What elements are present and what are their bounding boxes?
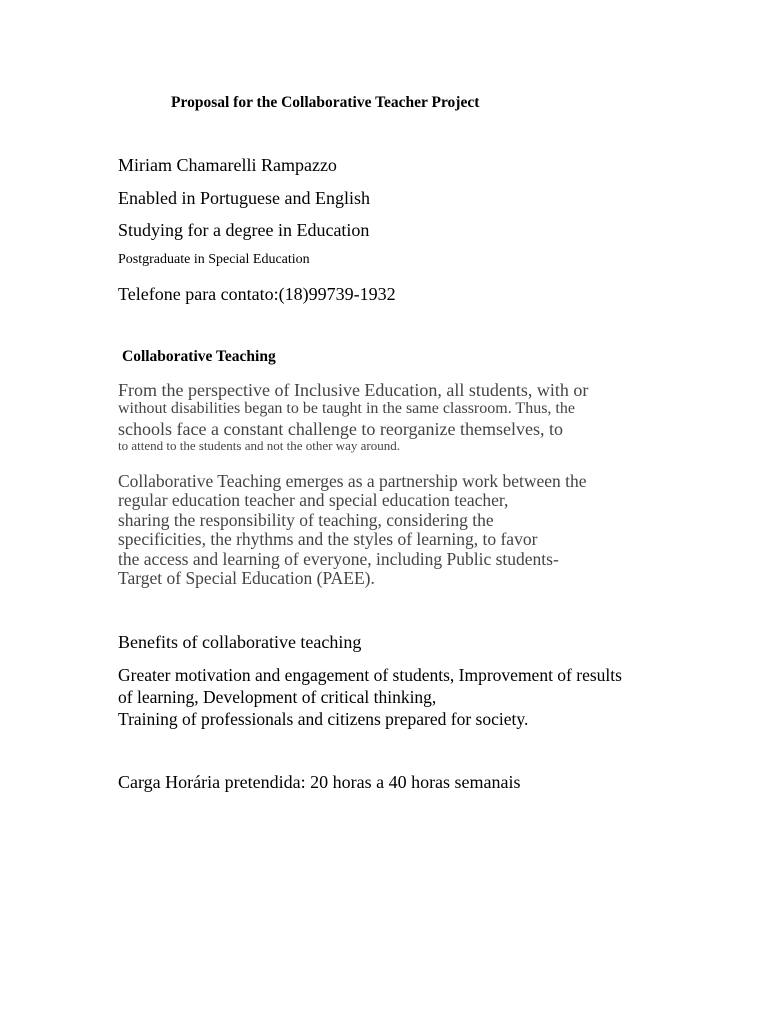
paragraph-2-line: sharing the responsibility of teaching, considering the — [118, 510, 494, 530]
paragraph-2-line: Collaborative Teaching emerges as a partnership work between the — [118, 471, 587, 491]
paragraph-1-line: From the perspective of Inclusive Education, all students, with or — [118, 380, 589, 400]
qualification-degree: Studying for a degree in Education — [118, 220, 370, 240]
workload-text: Carga Horária pretendida: 20 horas a 40 horas semanais — [118, 772, 521, 792]
paragraph-1-line: without disabilities began to be taught in the same classroom. Thus, the — [118, 400, 575, 417]
paragraph-1-line: to attend to the students and not the other way around. — [118, 438, 400, 453]
qualification-languages: Enabled in Portuguese and English — [118, 188, 370, 208]
collaborative-teaching-heading: Collaborative Teaching — [122, 348, 276, 365]
document-title: Proposal for the Collaborative Teacher Project — [171, 94, 480, 111]
paragraph-2-line: Target of Special Education (PAEE). — [118, 568, 375, 588]
benefits-line: Training of professionals and citizens prepared for society. — [118, 709, 529, 729]
paragraph-2-line: the access and learning of everyone, including Public students- — [118, 549, 559, 569]
author-name: Miriam Chamarelli Rampazzo — [118, 155, 337, 175]
qualification-postgraduate: Postgraduate in Special Education — [118, 252, 310, 267]
benefits-line: Greater motivation and engagement of students, Improvement of results — [118, 665, 622, 685]
benefits-line: of learning, Development of critical thinking, — [118, 687, 437, 707]
contact-phone: Telefone para contato:(18)99739-1932 — [118, 284, 396, 304]
paragraph-1-line: schools face a constant challenge to reorganize themselves, to — [118, 419, 563, 439]
benefits-heading: Benefits of collaborative teaching — [118, 632, 362, 652]
paragraph-2-line: specificities, the rhythms and the styles of learning, to favor — [118, 529, 538, 549]
paragraph-2-line: regular education teacher and special education teacher, — [118, 490, 509, 510]
